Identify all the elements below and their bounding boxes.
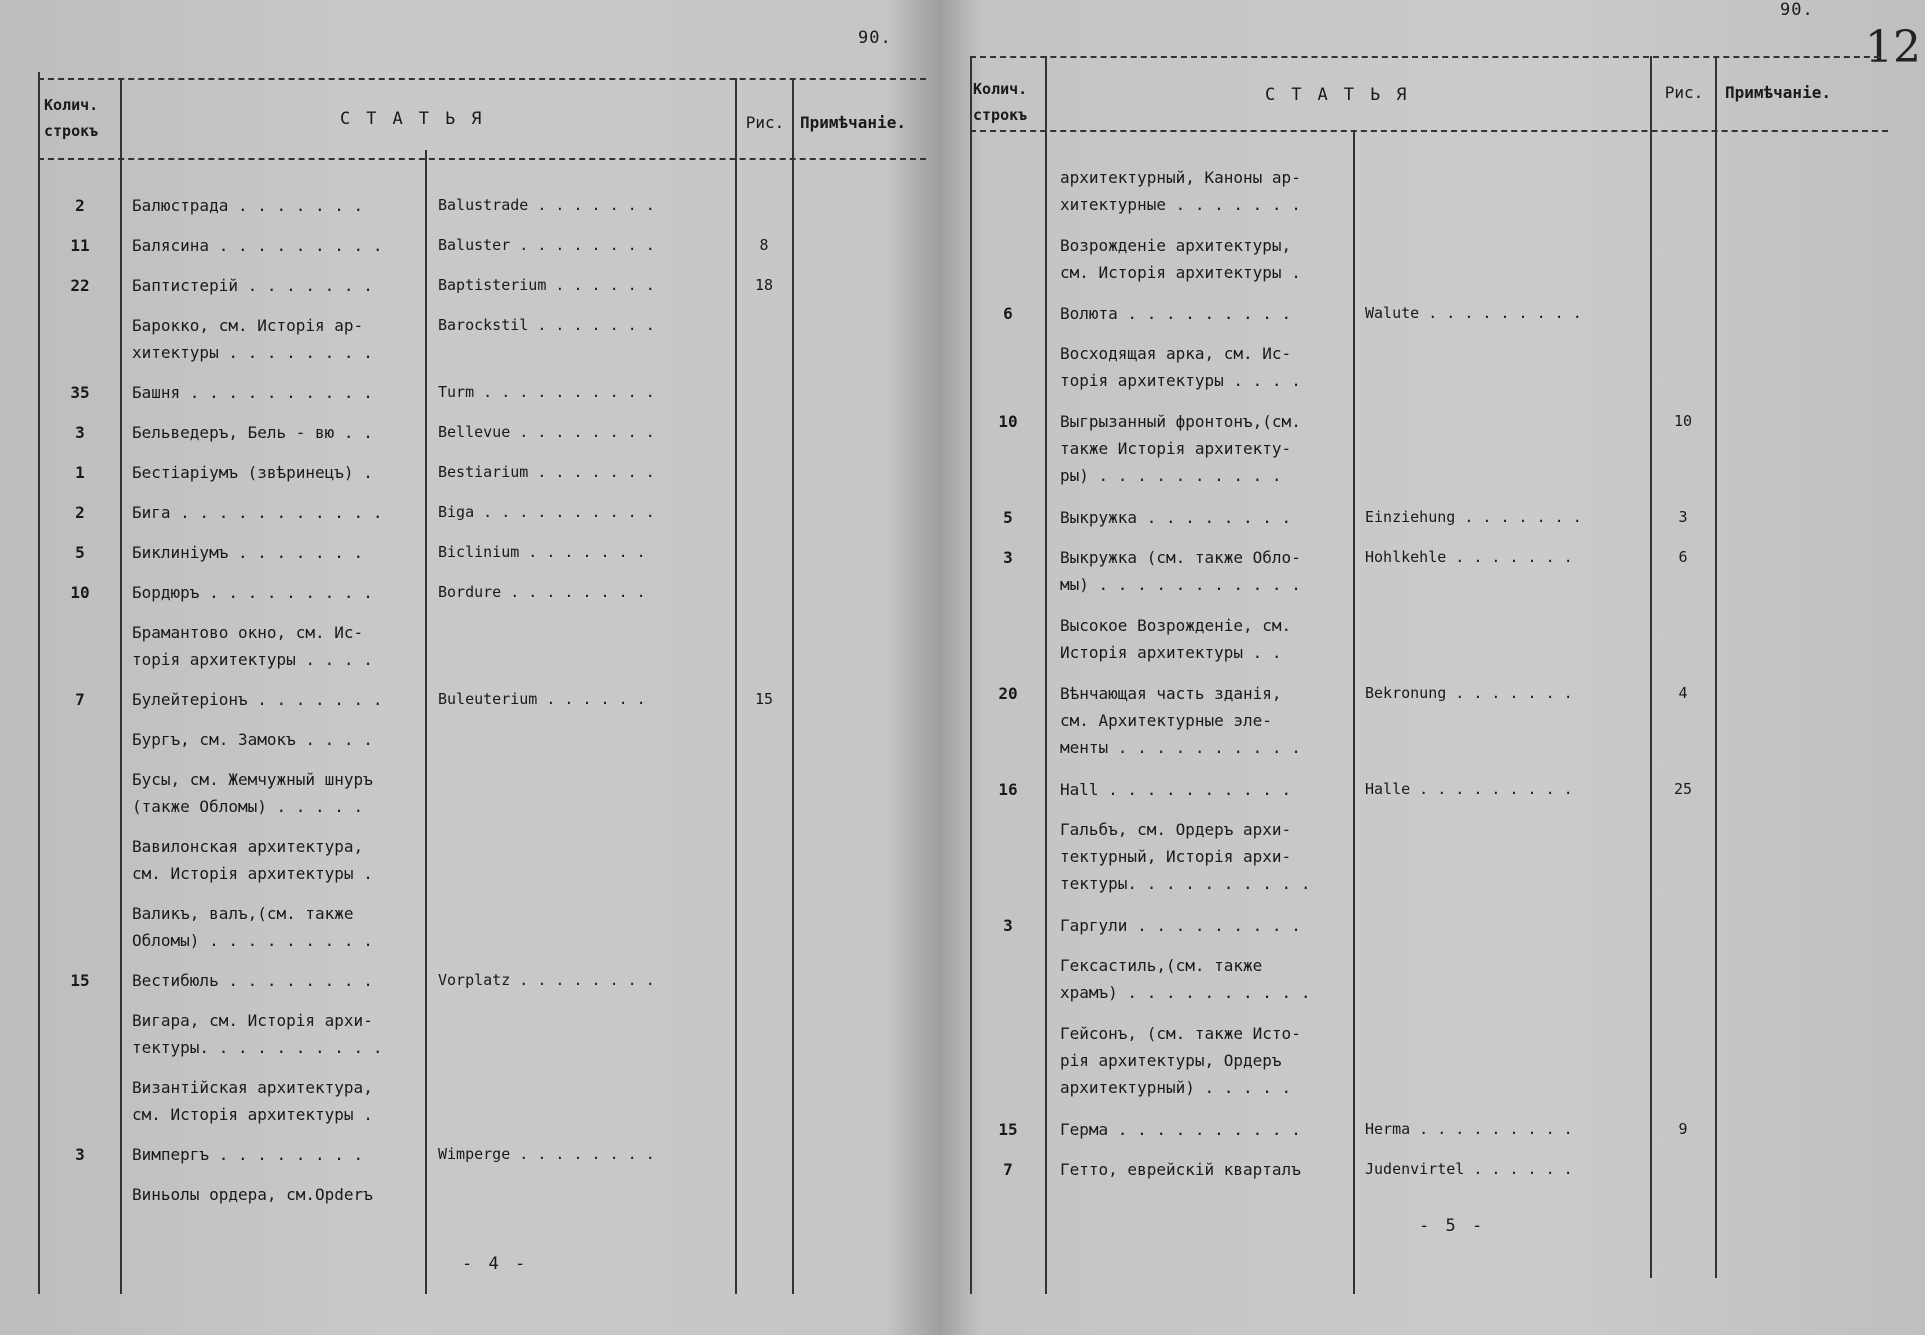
row-count: 1 [75, 463, 85, 482]
row-translation: Buleuterium . . . . . . [438, 690, 646, 708]
row-translation: Herma . . . . . . . . . [1365, 1120, 1573, 1138]
row-count: 3 [75, 423, 85, 442]
column-divider [1045, 56, 1047, 1294]
column-header-count: Колич. строкъ [973, 80, 1028, 124]
column-divider [970, 56, 972, 1294]
row-figure: 6 [1678, 548, 1688, 566]
row-term: Волюта . . . . . . . . . [1060, 304, 1292, 323]
column-header-note: Примѣчаніе. [800, 113, 906, 132]
column-header-article: СТАТЬЯ [340, 109, 498, 129]
row-term: архитектурный, Каноны ар- хитектурные . . . . . . . [1060, 168, 1301, 214]
row-term: Hall . . . . . . . . . . [1060, 780, 1292, 799]
row-count: 15 [70, 971, 90, 990]
column-header-figure: Рис. [745, 113, 785, 132]
row-term: Византійская архитектура, см. Исторія архитектуры . [132, 1078, 373, 1124]
row-term: Валикъ, валъ,(см. также Обломы) . . . . . . . . . [132, 904, 373, 950]
row-term: Гаргули . . . . . . . . . [1060, 916, 1301, 935]
row-term: Гексастиль,(см. также храмъ) . . . . . . . . . . [1060, 956, 1311, 1002]
column-divider [1353, 130, 1355, 1294]
column-divider [425, 150, 427, 1294]
row-figure: 15 [754, 690, 774, 708]
row-translation: Balustrade . . . . . . . [438, 196, 655, 214]
row-figure: 18 [754, 276, 774, 294]
row-term: Башня . . . . . . . . . . [132, 383, 373, 402]
row-translation: Barockstil . . . . . . . [438, 316, 655, 334]
row-term: Вавилонская архитектура, см. Исторія архитектуры . [132, 837, 373, 883]
row-figure: 25 [1673, 780, 1693, 798]
row-translation: Baluster . . . . . . . . [438, 236, 655, 254]
row-term: Бусы, см. Жемчужный шнуръ (также Обломы) . . . . . [132, 770, 373, 816]
column-header-article: СТАТЬЯ [1265, 85, 1423, 105]
row-count: 3 [75, 1145, 85, 1164]
row-term: Вигара, см. Исторія архи- тектуры. . . . . . . . . . [132, 1011, 383, 1057]
row-count: 15 [998, 1120, 1018, 1139]
row-term: Гетто, еврейскій кварталъ [1060, 1160, 1301, 1179]
row-term: Баптистерій . . . . . . . [132, 276, 373, 295]
row-translation: Judenvirtel . . . . . . [1365, 1160, 1573, 1178]
row-translation: Wimperge . . . . . . . . [438, 1145, 655, 1163]
left-page [0, 0, 940, 1335]
handwritten-folio-mark: 12 [1865, 22, 1921, 73]
row-term: Балясина . . . . . . . . . [132, 236, 383, 255]
row-count: 7 [75, 690, 85, 709]
row-figure: 10 [1673, 412, 1693, 430]
row-count: 3 [1003, 548, 1013, 567]
row-count: 2 [75, 196, 85, 215]
column-divider [1715, 56, 1717, 1278]
row-term: Гальбъ, см. Ордеръ архи- тектурный, Исторія архи- тектуры. . . . . . . . . . [1060, 820, 1311, 893]
sheet-number: 90. [858, 28, 892, 48]
row-count: 20 [998, 684, 1018, 703]
row-count: 3 [1003, 916, 1013, 935]
row-count: 10 [998, 412, 1018, 431]
row-translation: Walute . . . . . . . . . [1365, 304, 1582, 322]
row-translation: Bellevue . . . . . . . . [438, 423, 655, 441]
row-term: Гейсонъ, (см. также Исто- рія архитектуры, Ордеръ архитектурный) . . . . . [1060, 1024, 1301, 1097]
row-term: Бордюръ . . . . . . . . . [132, 583, 373, 602]
row-figure: 8 [759, 236, 769, 254]
row-term: Виньолы ордера, см.Орderъ [132, 1185, 373, 1204]
column-header-note: Примѣчаніе. [1725, 83, 1831, 102]
row-figure: 9 [1678, 1120, 1688, 1138]
row-term: Герма . . . . . . . . . . [1060, 1120, 1301, 1139]
row-term: Выгрызанный фронтонъ,(см. также Исторія архитекту- ры) . . . . . . . . . . [1060, 412, 1301, 485]
column-header-figure: Рис. [1664, 83, 1704, 102]
column-divider [38, 72, 40, 1294]
row-translation: Vorplatz . . . . . . . . [438, 971, 655, 989]
row-count: 10 [70, 583, 90, 602]
row-term: Брамантово окно, см. Ис- торія архитектуры . . . . [132, 623, 373, 669]
row-term: Возрожденіе архитектуры, см. Исторія архитектуры . [1060, 236, 1301, 282]
row-translation: Biga . . . . . . . . . . [438, 503, 655, 521]
row-term: Вестибюль . . . . . . . . [132, 971, 373, 990]
row-translation: Halle . . . . . . . . . [1365, 780, 1573, 798]
row-term: Барокко, см. Исторія ар- хитектуры . . . . . . . . [132, 316, 373, 362]
page-number: - 4 - [462, 1254, 529, 1274]
row-count: 6 [1003, 304, 1013, 323]
row-figure: 4 [1678, 684, 1688, 702]
row-term: Вимпергъ . . . . . . . . [132, 1145, 364, 1164]
page-number: - 5 - [1419, 1216, 1486, 1236]
row-translation: Bordure . . . . . . . . [438, 583, 646, 601]
row-term: Балюстрада . . . . . . . [132, 196, 364, 215]
column-divider [792, 78, 794, 1294]
row-term: Выкружка . . . . . . . . [1060, 508, 1292, 527]
row-count: 11 [70, 236, 90, 255]
row-count: 7 [1003, 1160, 1013, 1179]
row-term: Биклиніумъ . . . . . . . [132, 543, 364, 562]
column-divider [735, 78, 737, 1294]
row-translation: Bestiarium . . . . . . . [438, 463, 655, 481]
sheet-number: 90. [1780, 0, 1814, 20]
row-count: 35 [70, 383, 90, 402]
row-term: Бестіаріумъ (звѣринецъ) . [132, 463, 373, 482]
row-term: Бига . . . . . . . . . . . [132, 503, 383, 522]
right-page [945, 0, 1925, 1335]
row-count: 5 [75, 543, 85, 562]
row-term: Бельведеръ, Бель - вю . . [132, 423, 373, 442]
row-count: 22 [70, 276, 90, 295]
row-count: 5 [1003, 508, 1013, 527]
row-term: Бургъ, см. Замокъ . . . . [132, 730, 373, 749]
row-term: Восходящая арка, см. Ис- торія архитектуры . . . . [1060, 344, 1301, 390]
header-bottom-rule [970, 130, 1888, 132]
row-translation: Bekronung . . . . . . . [1365, 684, 1573, 702]
row-term: Булейтеріонъ . . . . . . . [132, 690, 383, 709]
row-count: 2 [75, 503, 85, 522]
row-term: Вѣнчающая часть зданія, см. Архитектурные эле- менты . . . . . . . . . . [1060, 684, 1301, 757]
column-header-count: Колич. строкъ [44, 96, 99, 140]
column-divider [120, 78, 122, 1294]
column-divider [1650, 56, 1652, 1278]
row-translation: Einziehung . . . . . . . [1365, 508, 1582, 526]
row-count: 16 [998, 780, 1018, 799]
row-translation: Biclinium . . . . . . . [438, 543, 646, 561]
row-figure: 3 [1678, 508, 1688, 526]
row-term: Выкружка (см. также Обло- мы) . . . . . . . . . . . [1060, 548, 1301, 594]
row-translation: Baptisterium . . . . . . [438, 276, 655, 294]
row-term: Высокое Возрожденіе, см. Исторія архитектуры . . [1060, 616, 1292, 662]
header-top-rule [970, 56, 1880, 58]
row-translation: Hohlkehle . . . . . . . [1365, 548, 1573, 566]
row-translation: Turm . . . . . . . . . . [438, 383, 655, 401]
